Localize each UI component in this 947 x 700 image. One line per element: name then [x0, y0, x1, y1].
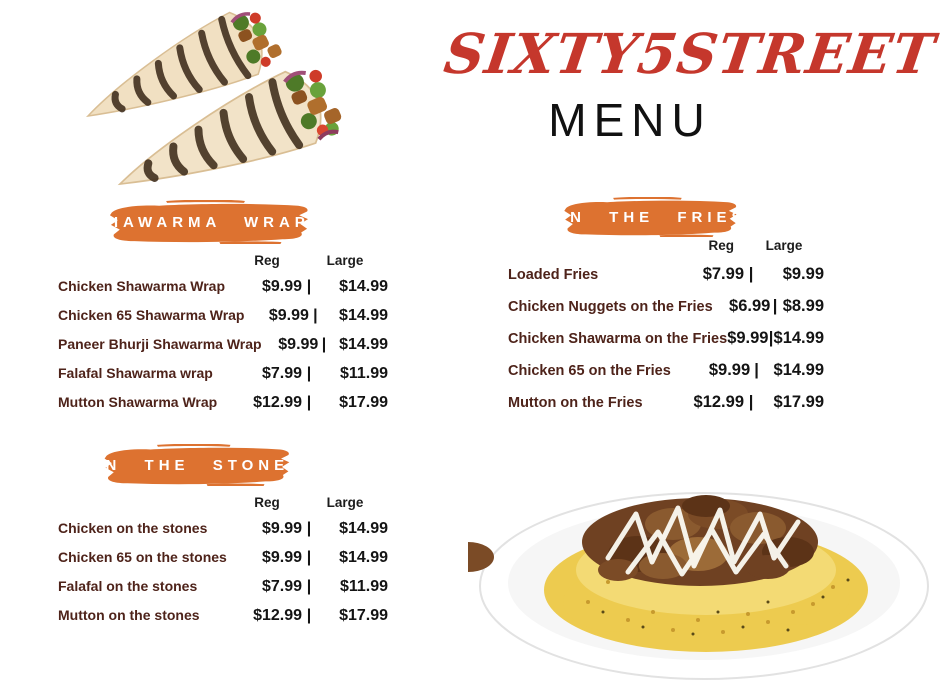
item-reg-price: $9.99	[261, 520, 302, 537]
price-separator: |	[768, 329, 774, 347]
reg-column-header: Reg	[708, 237, 734, 253]
menu-item-row	[58, 394, 398, 412]
item-reg-price: $6.99	[729, 297, 771, 315]
item-name: Chicken Nuggets on the Fries	[508, 299, 713, 315]
menu-item-row	[508, 393, 830, 412]
item-reg-price: $9.99	[278, 336, 319, 353]
item-name: Loaded Fries	[508, 267, 599, 283]
menu-item-row	[58, 336, 398, 354]
large-column-header: Large	[326, 494, 364, 510]
menu-item-row	[58, 607, 398, 625]
price-separator: |	[306, 278, 312, 295]
section-title: SHAWARMA WRAPS	[92, 213, 325, 231]
item-large-price: $17.99	[773, 393, 824, 411]
item-large-price: $17.99	[339, 394, 388, 411]
price-header	[58, 252, 398, 268]
rice-plate-photo	[468, 462, 940, 700]
price-separator: |	[306, 607, 312, 624]
price-header	[58, 494, 398, 510]
menu-item-row	[508, 329, 830, 348]
item-name: Chicken Shawarma on the Fries	[508, 331, 728, 347]
item-name: Chicken 65 Shawarma Wrap	[58, 307, 245, 323]
item-reg-price: $7.99	[261, 365, 302, 382]
item-large-price: $14.99	[339, 307, 388, 324]
brand-title: SIXTY5STREET	[440, 21, 940, 86]
section-banner	[553, 197, 747, 237]
section-shawarma-wraps	[58, 200, 398, 423]
price-separator: |	[306, 578, 312, 595]
item-reg-price: $9.99	[708, 361, 751, 379]
item-large-price: $14.99	[339, 520, 388, 537]
menu-item-row	[58, 549, 398, 567]
item-reg-price: $7.99	[702, 265, 744, 283]
item-name: Falafal on the stones	[58, 578, 198, 594]
price-separator: |	[313, 307, 318, 324]
item-name: Falafal Shawarma wrap	[58, 365, 213, 381]
item-reg-price: $9.99	[727, 329, 769, 347]
reg-column-header: Reg	[254, 252, 280, 268]
item-name: Chicken 65 on the Fries	[508, 363, 671, 379]
menu-item-row	[508, 297, 830, 316]
price-separator: |	[748, 265, 754, 283]
item-large-price: $11.99	[339, 365, 388, 382]
menu-item-row	[58, 365, 398, 383]
item-name: Paneer Bhurji Shawarma Wrap	[58, 336, 262, 352]
item-reg-price: $12.99	[253, 607, 302, 624]
menu-item-row	[58, 520, 398, 538]
menu-item-row	[58, 578, 398, 596]
item-reg-price: $12.99	[253, 394, 302, 411]
item-large-price: $14.99	[339, 549, 388, 566]
section-banner	[92, 200, 325, 244]
item-large-price: $14.99	[339, 336, 388, 353]
section-title: ON THE FRIES	[553, 208, 747, 226]
price-separator: |	[306, 365, 312, 382]
menu-title: MENU	[548, 94, 712, 147]
item-large-price: $14.99	[339, 278, 388, 295]
item-reg-price: $9.99	[261, 278, 302, 295]
item-name: Chicken 65 on the stones	[58, 549, 227, 565]
item-large-price: $17.99	[339, 607, 388, 624]
section-title: ON THE STONES	[88, 456, 305, 474]
price-separator: |	[748, 393, 754, 411]
item-large-price: $14.99	[773, 329, 824, 347]
price-separator: |	[754, 361, 759, 379]
menu-item-row	[58, 278, 398, 296]
shawarma-wraps-photo	[72, 0, 368, 198]
item-reg-price: $9.99	[268, 307, 309, 324]
price-separator: |	[306, 520, 312, 537]
large-column-header: Large	[326, 252, 364, 268]
item-large-price: $14.99	[773, 361, 824, 379]
item-large-price: $8.99	[782, 297, 824, 315]
price-separator: |	[772, 297, 778, 315]
item-name: Chicken on the stones	[58, 520, 208, 536]
item-name: Mutton on the stones	[58, 607, 200, 623]
price-separator: |	[306, 394, 312, 411]
section-on-the-stones	[58, 444, 398, 636]
section-banner	[88, 444, 305, 486]
item-reg-price: $12.99	[693, 393, 744, 411]
item-reg-price: $9.99	[261, 549, 302, 566]
item-reg-price: $7.99	[261, 578, 302, 595]
price-header	[508, 237, 830, 253]
section-on-the-fries	[508, 197, 830, 425]
menu-item-row	[58, 307, 398, 325]
item-large-price: $9.99	[782, 265, 824, 283]
large-column-header: Large	[765, 237, 803, 253]
item-name: Chicken Shawarma Wrap	[58, 278, 226, 294]
price-separator: |	[306, 549, 312, 566]
item-large-price: $11.99	[339, 578, 388, 595]
item-name: Mutton on the Fries	[508, 395, 643, 411]
menu-item-row	[508, 361, 830, 380]
title-block	[440, 21, 940, 147]
reg-column-header: Reg	[254, 494, 280, 510]
item-name: Mutton Shawarma Wrap	[58, 394, 218, 410]
price-separator: |	[321, 336, 327, 353]
menu-item-row	[508, 265, 830, 284]
